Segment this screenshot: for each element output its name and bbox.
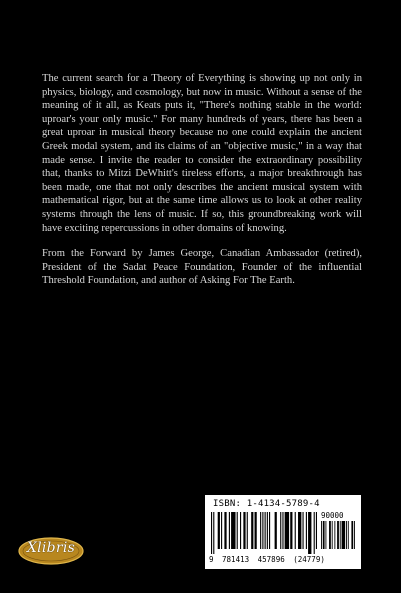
- barcode-bar: [255, 512, 257, 549]
- barcode-bar: [251, 512, 253, 549]
- addon-barcode-bars: [321, 521, 355, 554]
- barcode-bar: [282, 512, 283, 549]
- barcode-bar: [260, 512, 261, 549]
- barcode-bar: [316, 512, 317, 549]
- back-cover-blurb: [42, 72, 362, 300]
- barcode-bar: [332, 521, 333, 549]
- barcode-digits-group-2: 457896: [257, 555, 285, 564]
- barcode-price-code: (24779): [293, 555, 325, 564]
- barcode-bar: [308, 512, 311, 554]
- logo-text: Xlibris: [26, 540, 76, 556]
- barcode-digit-lead: 9: [209, 555, 214, 564]
- barcode-bar: [351, 521, 353, 549]
- barcode-bar: [306, 512, 307, 549]
- barcode-bar: [240, 512, 241, 549]
- barcode-bar: [218, 512, 220, 549]
- barcode-bar: [329, 521, 331, 549]
- barcode-bar: [275, 512, 277, 549]
- barcode-bars: [211, 512, 317, 554]
- barcode-bar: [290, 512, 292, 549]
- isbn-barcode: [205, 495, 361, 569]
- barcode-bar: [221, 512, 222, 549]
- barcode-bar: [269, 512, 270, 549]
- barcode-bar: [247, 512, 248, 549]
- barcode-bar: [302, 512, 303, 549]
- barcode-bar: [280, 512, 281, 549]
- barcode-bar: [295, 512, 296, 549]
- barcode-bar: [340, 521, 341, 549]
- barcode-digits-group-1: 781413: [222, 555, 250, 564]
- addon-code: 90000: [321, 511, 344, 520]
- barcode-bar: [229, 512, 230, 549]
- barcode-bar: [354, 521, 355, 549]
- xlibris-logo: [18, 536, 84, 566]
- barcode-bar: [211, 512, 212, 554]
- barcode-bar: [237, 512, 238, 549]
- barcode-bar: [346, 521, 347, 549]
- barcode-bar: [243, 512, 245, 549]
- barcode-bar: [325, 521, 326, 549]
- barcode-bar: [323, 521, 325, 549]
- barcode-bar: [342, 521, 346, 549]
- barcode-bar: [314, 512, 315, 554]
- barcode-bar: [224, 512, 226, 549]
- barcode-bar: [337, 521, 339, 549]
- barcode-bar: [267, 512, 268, 549]
- barcode-bar: [348, 521, 349, 549]
- blurb-paragraph-2: From the Forward by James George, Canadian Ambassador (retired), President of the Sadat Peace Foundation, Founder of the influential Threshold Foundation, and author of Asking For The Earth.: [42, 248, 362, 287]
- barcode-bar: [213, 512, 214, 554]
- barcode-bar: [321, 521, 322, 549]
- barcode-bar: [285, 512, 289, 549]
- barcode-bar: [231, 512, 235, 549]
- barcode-digits: [209, 555, 359, 564]
- barcode-bar: [334, 521, 335, 549]
- barcode-bar: [262, 512, 263, 549]
- isbn-label: ISBN: 1-4134-5789-4: [213, 499, 320, 509]
- blurb-paragraph-1: The current search for a Theory of Everything is showing up not only in physics, biology, and cosmology, but now in music. Without a sense of the meaning of it all, as Keats puts it, "There's nothing stable in the world: uproar's your only music." For many hundreds of years, there has been a great uproar in musical theory because no one could explain the ancient Greek modal system, and its claims of an "objective music," in a way that made sense. I invite the reader to consider the extraordinary possibility that, thanks to Mitzi DeWhitt's tireless efforts, a major breakthrough has been made, one that not only describes the ancient musical system with mathematical rigor, but at the same time allows us to look at other reality systems through the lens of music. If so, this groundbreaking work will have exciting repercussions in other domains of knowing.: [42, 73, 362, 234]
- barcode-bar: [298, 512, 301, 549]
- barcode-bar: [265, 512, 266, 549]
